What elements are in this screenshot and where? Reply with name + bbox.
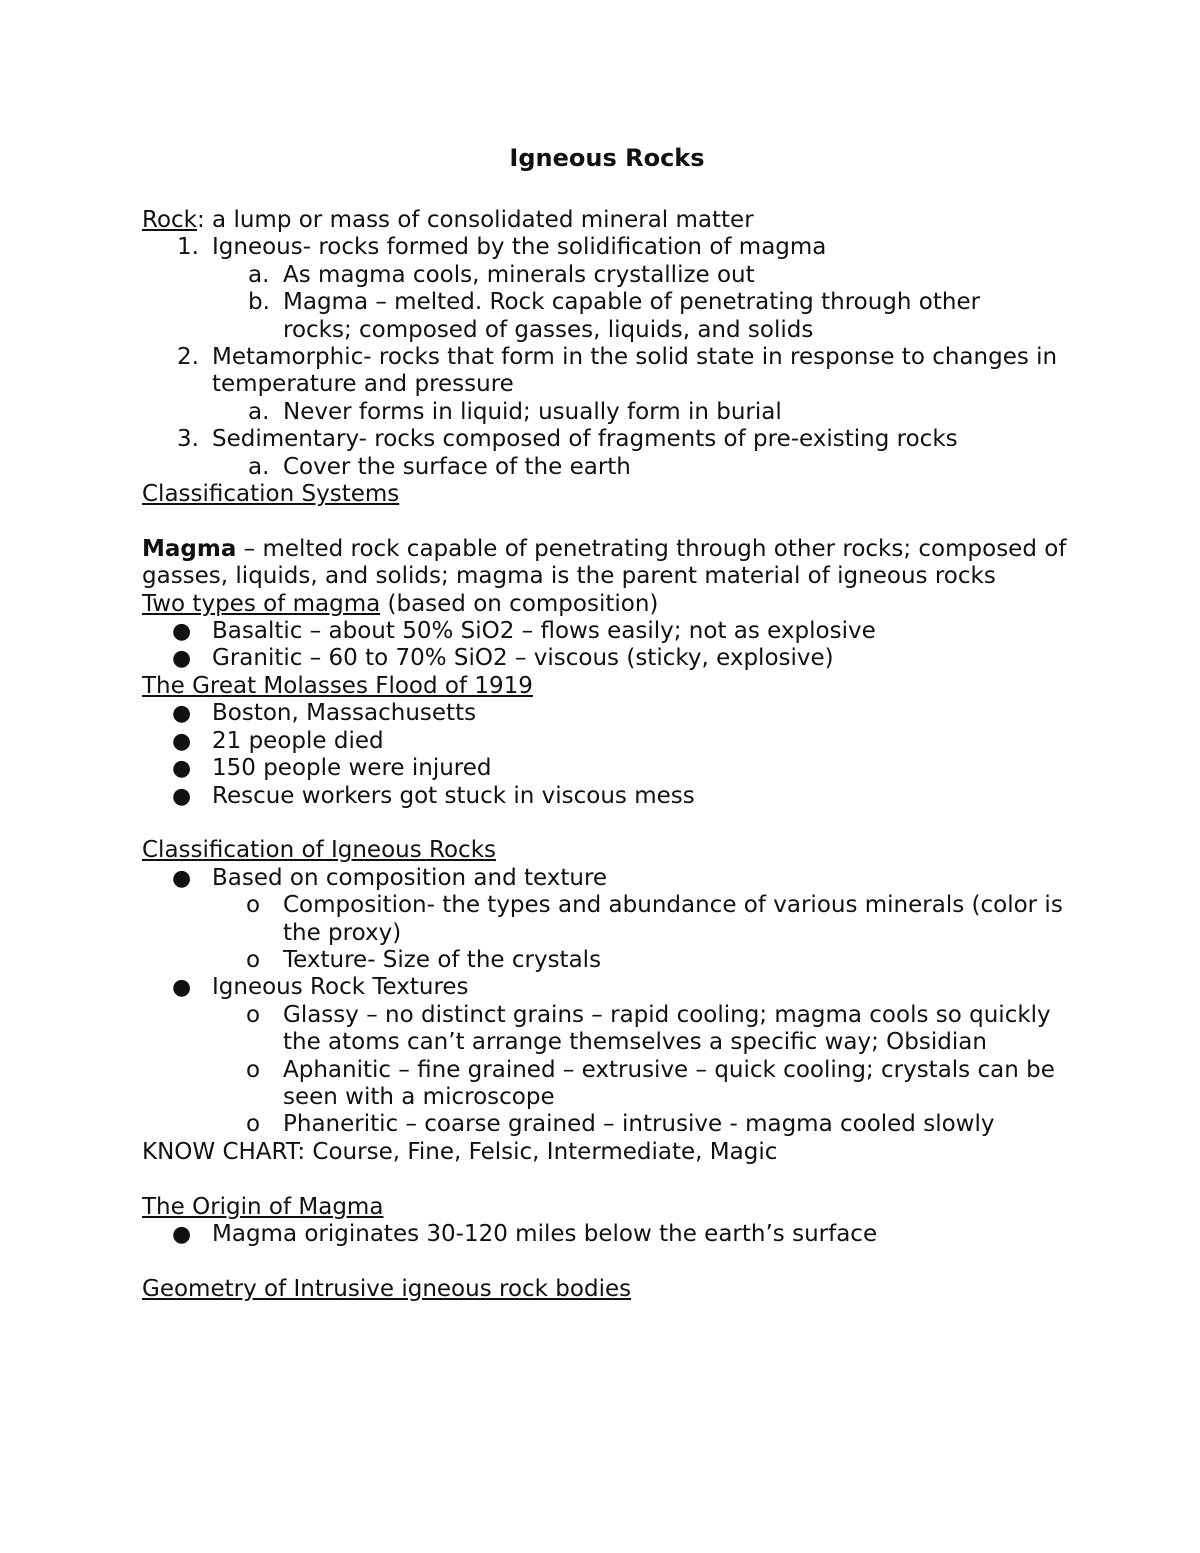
origin-heading: The Origin of Magma	[142, 1193, 384, 1220]
rock-definition	[142, 207, 1072, 234]
circle-bullet-icon: o	[246, 1056, 261, 1083]
list-text: Magma – melted. Rock capable of penetrating through other rocks; composed of gasses, liquids, and solids	[283, 289, 981, 343]
bullet-icon: ●	[172, 701, 192, 727]
list-letter: b.	[248, 289, 270, 316]
bullet-icon: ●	[172, 865, 192, 891]
document-page	[142, 140, 1072, 1303]
spacer	[142, 810, 1072, 837]
bullet-text: Boston, Massachusetts	[212, 700, 477, 727]
bullet-item	[142, 618, 1072, 645]
sub-bullet-item	[142, 1111, 1072, 1138]
bullet-text: Igneous Rock Textures	[212, 974, 469, 1001]
magma-def: – melted rock capable of penetrating through other rocks; composed of gasses, liquids, and solids; magma is the parent material of igneous rocks	[142, 535, 1067, 590]
two-types-title: Two types of magma	[142, 590, 381, 617]
bullet-icon: ●	[172, 975, 192, 1001]
list-letter: a.	[248, 261, 270, 288]
two-types-note: (based on composition)	[380, 590, 659, 617]
bullet-item	[142, 1221, 1072, 1248]
molasses-heading: The Great Molasses Flood of 1919	[142, 672, 533, 699]
know-chart-note: KNOW CHART: Course, Fine, Felsic, Intermediate, Magic	[142, 1138, 778, 1165]
classification-igneous-heading: Classification of Igneous Rocks	[142, 837, 496, 864]
list-item	[142, 426, 1072, 453]
list-text: Metamorphic- rocks that form in the solid state in response to changes in temperature and pressure	[212, 344, 1058, 398]
bullet-text: Texture- Size of the crystals	[283, 946, 602, 973]
circle-bullet-icon: o	[246, 892, 261, 919]
bullet-text: Basaltic – about 50% SiO2 – flows easily; not as explosive	[212, 618, 876, 645]
bullet-text: Magma originates 30-120 miles below the earth’s surface	[212, 1220, 878, 1247]
list-item	[142, 262, 1072, 289]
spacer	[142, 1248, 1072, 1275]
bullet-item	[142, 700, 1072, 727]
spacer	[142, 508, 1072, 535]
bullet-text: Glassy – no distinct grains – rapid cooling; magma cools so quickly the atoms can’t arrange themselves a specific way; Obsidian	[283, 1001, 1051, 1056]
rock-def: : a lump or mass of consolidated mineral matter	[196, 207, 754, 233]
bullet-icon: ●	[172, 756, 192, 782]
list-text: Sedimentary- rocks composed of fragments of pre-existing rocks	[212, 426, 958, 453]
list-text: As magma cools, minerals crystallize out	[283, 261, 755, 288]
bullet-item	[142, 783, 1072, 810]
bullet-text: Composition- the types and abundance of various minerals (color is the proxy)	[283, 892, 1063, 946]
bullet-item	[142, 865, 1072, 892]
bullet-text: Aphanitic – fine grained – extrusive – quick cooling; crystals can be seen with a microscope	[283, 1056, 1055, 1110]
list-text: Cover the surface of the earth	[283, 453, 631, 480]
list-letter: a.	[248, 398, 270, 425]
bullet-icon: ●	[172, 783, 192, 809]
bullet-icon: ●	[172, 1221, 192, 1247]
bullet-icon: ●	[172, 646, 192, 672]
bullet-text: Phaneritic – coarse grained – intrusive - magma cooled slowly	[283, 1111, 995, 1138]
classification-systems-heading: Classification Systems	[142, 481, 400, 508]
list-item	[142, 454, 1072, 481]
bullet-text: Based on composition and texture	[212, 864, 608, 891]
magma-definition	[142, 536, 1072, 591]
spacer	[142, 1166, 1072, 1193]
list-item	[142, 234, 1072, 261]
two-types-heading	[142, 591, 1072, 618]
sub-bullet-item	[142, 892, 1072, 947]
list-letter: a.	[248, 453, 270, 480]
list-text: Igneous- rocks formed by the solidification of magma	[212, 234, 827, 261]
circle-bullet-icon: o	[246, 1001, 261, 1028]
bullet-item	[142, 755, 1072, 782]
bullet-item	[142, 728, 1072, 755]
sub-bullet-item	[142, 1057, 1072, 1112]
list-text: Never forms in liquid; usually form in burial	[283, 398, 782, 425]
bullet-icon: ●	[172, 728, 192, 754]
sub-bullet-item	[142, 1002, 1072, 1057]
bullet-text: 150 people were injured	[212, 755, 492, 782]
circle-bullet-icon: o	[246, 1111, 261, 1138]
bullet-item	[142, 645, 1072, 672]
sub-bullet-item	[142, 947, 1072, 974]
page-title: Igneous Rocks	[509, 144, 705, 172]
bullet-item	[142, 974, 1072, 1001]
bullet-text: Granitic – 60 to 70% SiO2 – viscous (sticky, explosive)	[212, 645, 834, 672]
list-number: 3.	[177, 426, 199, 453]
list-item	[142, 344, 1072, 399]
list-item	[142, 399, 1072, 426]
magma-term: Magma	[142, 535, 237, 562]
circle-bullet-icon: o	[246, 946, 261, 973]
bullet-icon: ●	[172, 619, 192, 645]
bullet-text: 21 people died	[212, 727, 384, 754]
list-item	[142, 289, 1072, 344]
list-number: 2.	[177, 344, 199, 371]
list-number: 1.	[177, 234, 199, 261]
rock-term: Rock	[142, 207, 197, 233]
geometry-heading: Geometry of Intrusive igneous rock bodies	[142, 1275, 632, 1302]
bullet-text: Rescue workers got stuck in viscous mess	[212, 782, 695, 809]
